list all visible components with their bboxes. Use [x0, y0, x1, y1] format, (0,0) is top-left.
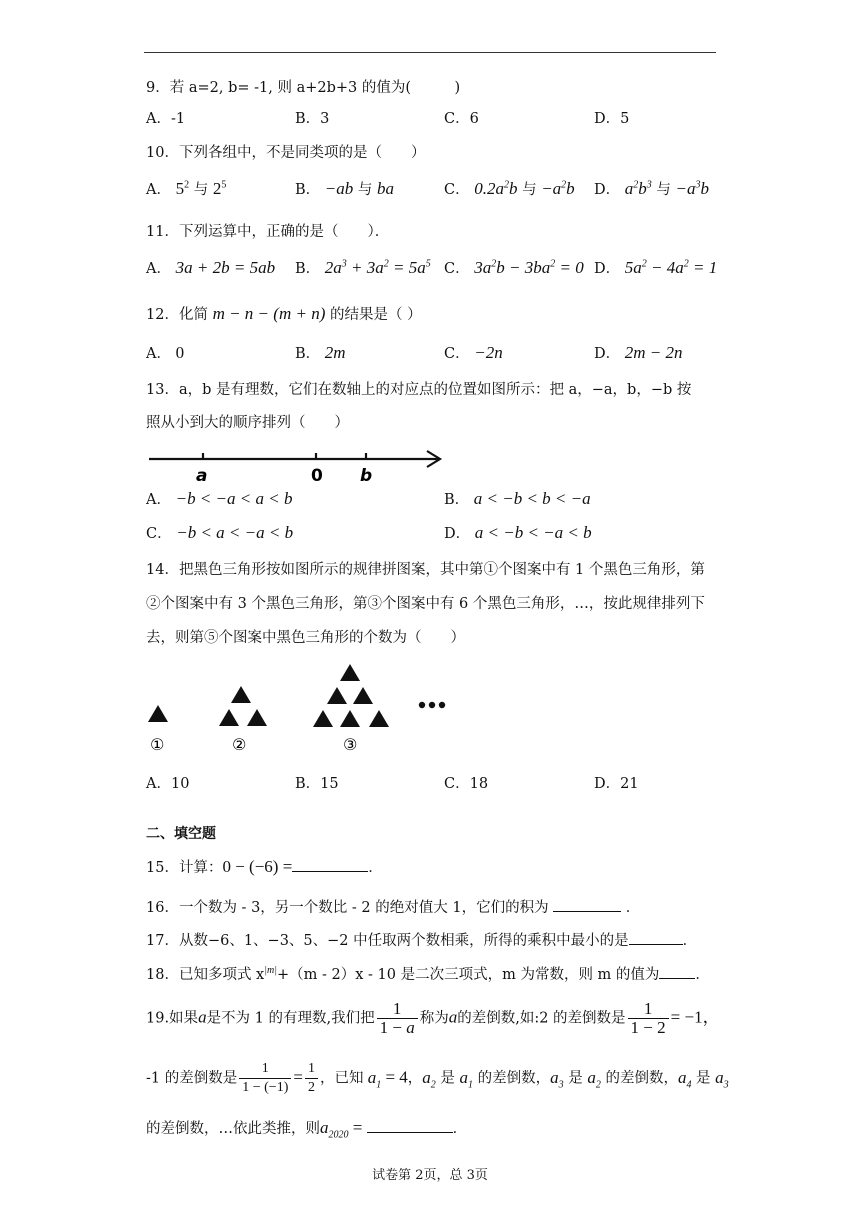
q9-option-c: C．6	[444, 111, 479, 127]
q13-line2: 照从小到大的顺序排列（ ）	[146, 415, 349, 431]
pattern-2-triangle	[219, 709, 239, 726]
ellipsis-dot	[429, 702, 435, 708]
q9-options	[0, 107, 860, 131]
q10-option-b: B． −ab 与 ba	[295, 179, 394, 198]
answer-blank[interactable]	[367, 1118, 453, 1133]
q12-stem: 12．化简 m − n − (m + n) 的结果是（ ）	[146, 304, 422, 323]
q19-line2: -1 的差倒数是 $\frac{1}{1 - (-1)}$ = $\frac{1}{2}$ ，已知 $a_1 = 4$，$a_2$ 是 $a_1$ 的差倒数，$a_3$ 是 $a_2$ 的差倒数，$a_4$ 是 $a_3$	[146, 1061, 729, 1095]
q12-options	[0, 342, 860, 366]
q14-option-b: B．15	[295, 776, 339, 792]
q12-option-d: D． 2m − 2n	[594, 343, 683, 362]
q9-option-d: D．5	[594, 111, 630, 127]
q11-option-b: B． $2a^3 + 3a^2 = 5a^5$	[295, 258, 431, 277]
answer-blank[interactable]	[659, 964, 695, 979]
pattern-2-triangle	[247, 709, 267, 726]
q10-option-d: D． $a^2b^3$ 与 $-a^3b$	[594, 179, 709, 198]
q12-option-b: B． 2m	[295, 343, 346, 362]
answer-blank[interactable]	[553, 897, 621, 912]
q10-stem: 10．下列各组中，不是同类项的是（ ）	[146, 145, 426, 161]
q12-option-a: A． 0	[146, 343, 185, 362]
ellipsis-dot	[439, 702, 445, 708]
q19-line3: 的差倒数，…依此类推，则$a_{2020}$ = ．	[146, 1118, 468, 1141]
section-heading: 二、填空题	[146, 826, 216, 842]
q9-stem: 9．若 a=2, b= -1, 则 a+2b+3 的值为( )	[146, 80, 461, 96]
answer-blank[interactable]	[292, 857, 368, 872]
pattern-3-triangle	[340, 664, 360, 681]
q14-option-c: C．18	[444, 776, 489, 792]
pattern-3-triangle	[340, 710, 360, 727]
q11-options	[0, 257, 860, 281]
q11-option-a: A． 3a + 2b = 5ab	[146, 258, 276, 277]
pattern-3-triangle	[327, 687, 347, 704]
q13-option-a: A． −b < −a < a < b	[146, 489, 293, 508]
q14-line1: 14．把黑色三角形按如图所示的规律拼图案，其中第①个图案中有 1 个黑色三角形，第	[146, 562, 705, 578]
q13-line1: 13．a，b 是有理数，它们在数轴上的对应点的位置如图所示：把 a，−a，b，−b 按	[146, 382, 692, 398]
q13-options-ab	[0, 488, 860, 512]
number-line-figure	[146, 444, 446, 486]
label-0: 0	[311, 466, 323, 486]
q15: 15．计算：0 − (−6) = ．	[146, 857, 383, 876]
q11-option-c: C． $3a^2b - 3ba^2 = 0$	[444, 258, 584, 277]
q13-option-c: C． −b < a < −a < b	[146, 523, 294, 542]
q14-line2: ②个图案中有 3 个黑色三角形，第③个图案中有 6 个黑色三角形，…，按此规律排列下	[146, 596, 705, 612]
q14-options	[0, 772, 860, 796]
q13-option-b: B． a < −b < b < −a	[444, 489, 591, 508]
pattern-3-label: ③	[343, 735, 358, 754]
q10-option-a: A． $5^2$ 与 $2^5$	[146, 179, 227, 198]
q18: 18．已知多项式 $x^{|m|}+(m - 2)x - 10$ 是二次三项式，m 为常数，则 m 的值为 ．	[146, 965, 710, 983]
q13-options-cd	[0, 522, 860, 546]
label-a: a	[196, 466, 208, 486]
q16: 16．一个数为 - 3，另一个数比 - 2 的绝对值大 1，它们的积为 ．	[146, 896, 640, 917]
pattern-1-label: ①	[150, 735, 165, 754]
pattern-3-triangle	[353, 687, 373, 704]
q10-option-c: C． $0.2a^2b$ 与 $-a^2b$	[444, 179, 575, 198]
q9-option-a: A．-1	[146, 111, 186, 127]
q12-option-c: C． −2n	[444, 343, 503, 362]
q10-options	[0, 178, 860, 202]
q14-option-d: D．21	[594, 776, 639, 792]
q11-stem: 11．下列运算中，正确的是（ ）．	[146, 224, 390, 240]
pattern-2-triangle	[231, 686, 251, 703]
triangle-pattern-figure	[140, 660, 460, 756]
page-footer: 试卷第 2页，总 3页	[372, 1168, 488, 1183]
answer-blank[interactable]	[629, 930, 683, 945]
pattern-2-label: ②	[232, 735, 247, 754]
q11-option-d: D． $5a^2 - 4a^2 = 1$	[594, 258, 718, 277]
pattern-3-triangle	[313, 710, 333, 727]
q14-option-a: A．10	[146, 776, 190, 792]
header-rule	[144, 52, 716, 53]
q13-option-d: D． a < −b < −a < b	[444, 523, 592, 542]
q9-option-b: B．3	[295, 111, 330, 127]
pattern-3-triangle	[369, 710, 389, 727]
q19-line1: 19.如果a是不为 1 的有理数,我们把 $\frac{1}{1 - a}$ 称为a的差倒数,如:2 的差倒数是 $\frac{1}{1 - 2}$ = −1，	[146, 999, 720, 1037]
label-b: b	[360, 466, 373, 486]
pattern-1-triangle	[148, 705, 168, 722]
q14-line3: 去，则第⑤个图案中黑色三角形的个数为（ ）	[146, 630, 465, 646]
q17: 17．从数−6、1、−3、5、−2 中任取两个数相乘，所得的乘积中最小的是 ．	[146, 929, 697, 950]
ellipsis-dot	[419, 702, 425, 708]
